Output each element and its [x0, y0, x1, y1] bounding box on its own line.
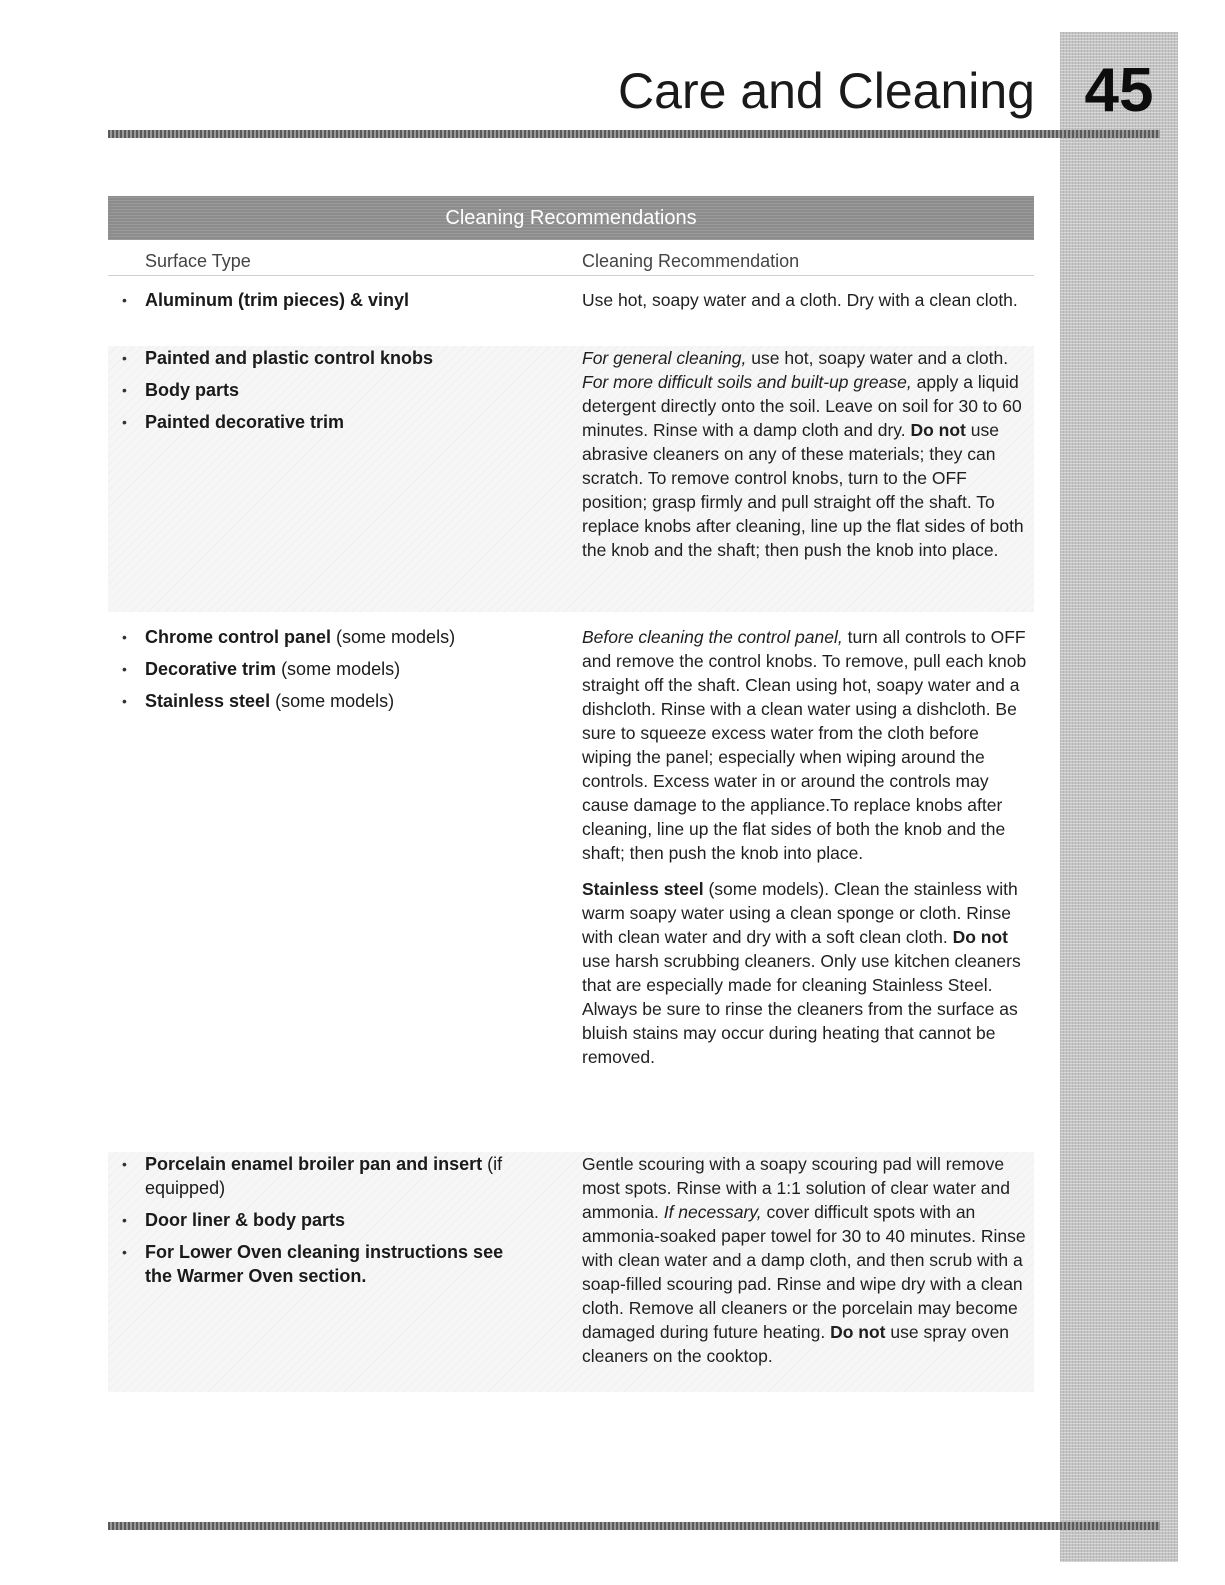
- surface-note: (if equipped): [145, 1154, 503, 1198]
- surface-list: [108, 625, 528, 721]
- surface-list: [108, 346, 528, 442]
- table-title: Cleaning Recommendations: [108, 196, 1034, 240]
- recommendation-paragraph: [582, 1152, 1027, 1368]
- bullet-icon: •: [122, 350, 127, 366]
- top-rule: [108, 130, 1160, 138]
- bullet-icon: •: [122, 292, 127, 308]
- surface-name: Aluminum (trim pieces) & vinyl: [145, 290, 410, 310]
- surface-list: [108, 288, 528, 320]
- bullet-icon: •: [122, 382, 127, 398]
- surface-name: Stainless steel: [145, 691, 271, 711]
- page-number: 45: [1084, 56, 1154, 125]
- surface-name: For Lower Oven cleaning instructions see the Warmer Oven section.: [145, 1242, 504, 1286]
- side-strip: [1060, 32, 1178, 1562]
- recommendation-text: use abrasive cleaners on any of these materials; they can scratch. To remove control knobs, turn to the OFF position; grasp firmly and pull straight off the shaft. To replace knobs after cleaning, line up the flat sides of both the knob and the shaft; then push the knob into place.: [582, 420, 1024, 560]
- recommendation-paragraph: [582, 625, 1027, 865]
- recommendation-cell: [582, 288, 1027, 324]
- bullet-icon: •: [122, 661, 127, 677]
- recommendation-text: Before cleaning the control panel,: [582, 627, 843, 647]
- recommendation-text: apply a liquid detergent directly onto the soil. Leave on soil for 30 to 60 minutes. Rinse with a damp cloth and dry.: [582, 372, 1022, 440]
- surface-list: [108, 1152, 528, 1296]
- surface-name: Chrome control panel: [145, 627, 332, 647]
- bullet-icon: •: [122, 1156, 127, 1172]
- column-header-surface: Surface Type: [145, 251, 251, 271]
- bullet-icon: •: [122, 693, 127, 709]
- surface-item: [108, 1208, 528, 1232]
- recommendation-text: If necessary,: [663, 1202, 762, 1222]
- surface-note: (some models): [331, 627, 456, 647]
- table-row: [108, 625, 1034, 1145]
- recommendation-text: Do not: [830, 1322, 886, 1342]
- header-divider: [108, 275, 1034, 276]
- surface-item: [108, 625, 528, 649]
- surface-note: (some models): [276, 659, 401, 679]
- surface-item: [108, 1240, 528, 1288]
- recommendation-paragraph: [582, 346, 1027, 562]
- recommendation-text: Do not: [952, 927, 1009, 947]
- surface-name: Painted decorative trim: [145, 412, 345, 432]
- recommendation-text: For more difficult soils and built-up grease,: [582, 372, 912, 392]
- recommendation-text: turn all controls to OFF and remove the control knobs. To remove, pull each knob straight off the shaft. Clean using hot, soapy water and a dishcloth. Rinse with a clean water using a dishcloth. Be sure to squeeze excess water from the cloth before wiping the panel; especially when wiping around the controls. Excess water in or around the controls may cause damage to the appliance.To replace knobs after cleaning, line up the flat sides of both the knob and the shaft; then push the knob into place.: [582, 627, 1027, 863]
- bottom-rule: [108, 1522, 1160, 1530]
- surface-item: [108, 346, 528, 370]
- surface-item: [108, 689, 528, 713]
- bullet-icon: •: [122, 629, 127, 645]
- surface-item: [108, 657, 528, 681]
- recommendation-paragraph: [582, 288, 1027, 312]
- recommendation-text: Stainless steel: [582, 879, 704, 899]
- recommendation-paragraph: [582, 877, 1027, 1069]
- surface-note: (some models): [270, 691, 395, 711]
- column-header-recommendation: Cleaning Recommendation: [582, 251, 800, 271]
- recommendation-text: (some models). Clean the stainless with warm soapy water using a clean sponge or cloth. Rinse with clean water and dry with a soft clean cloth.: [582, 879, 1018, 947]
- table-row: [108, 288, 1034, 340]
- table-row: [108, 1152, 1034, 1392]
- surface-name: Porcelain enamel broiler pan and insert: [145, 1154, 483, 1174]
- recommendation-cell: [582, 346, 1027, 574]
- surface-item: [108, 288, 528, 312]
- surface-name: Painted and plastic control knobs: [145, 348, 434, 368]
- recommendation-text: cover difficult spots with an ammonia-soaked paper towel for 30 to 40 minutes. Rinse with clean water and a damp cloth, and then scrub with a soap-filled scouring pad. Rinse and wipe dry with a clean cloth. Remove all cleaners or the porcelain may become damaged during future heating.: [582, 1202, 1026, 1342]
- bullet-icon: •: [122, 1212, 127, 1228]
- recommendation-text: Gentle scouring with a soapy scouring pad will remove most spots. Rinse with a 1:1 solution of clear water and ammonia.: [582, 1154, 1010, 1222]
- recommendation-text: use spray oven cleaners on the cooktop.: [582, 1322, 1010, 1366]
- table-row: [108, 346, 1034, 612]
- surface-item: [108, 1152, 528, 1200]
- recommendation-text: use harsh scrubbing cleaners. Only use kitchen cleaners that are especially made for cleaning Stainless Steel. Always be sure to rinse the cleaners from the surface as bluish stains may occur during heating that cannot be removed.: [582, 951, 1021, 1067]
- surface-item: [108, 378, 528, 402]
- recommendation-text: use hot, soapy water and a cloth.: [746, 348, 1009, 368]
- recommendation-text: Use hot, soapy water and a cloth. Dry with a clean cloth.: [582, 290, 1018, 310]
- recommendation-text: For general cleaning,: [582, 348, 747, 368]
- bullet-icon: •: [122, 414, 127, 430]
- recommendation-text: Do not: [910, 420, 966, 440]
- bullet-icon: •: [122, 1244, 127, 1260]
- surface-name: Decorative trim: [145, 659, 277, 679]
- surface-name: Body parts: [145, 380, 240, 400]
- page-title: Care and Cleaning: [618, 63, 1035, 119]
- recommendation-cell: [582, 625, 1027, 1081]
- surface-item: [108, 410, 528, 434]
- surface-name: Door liner & body parts: [145, 1210, 346, 1230]
- recommendation-cell: [582, 1152, 1027, 1380]
